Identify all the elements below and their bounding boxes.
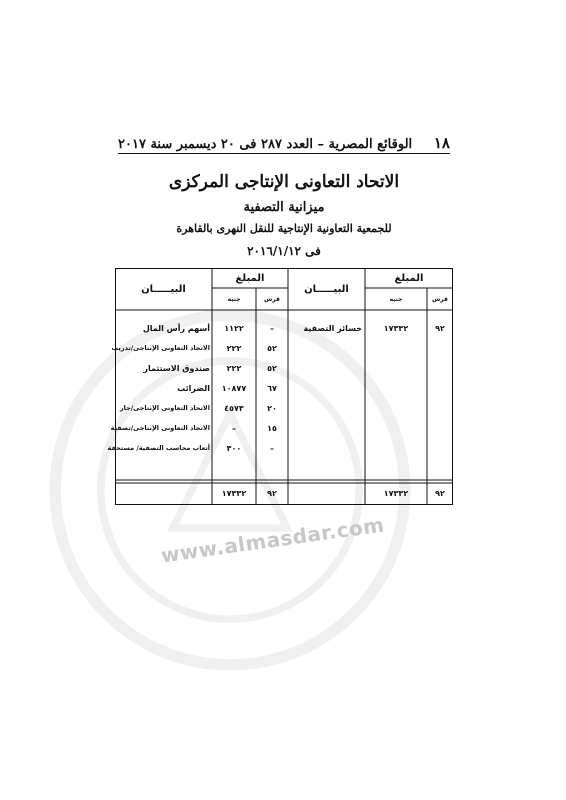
right-piaster-header: قرش	[432, 296, 448, 303]
header-divider	[118, 153, 450, 154]
left-row-piaster: –	[270, 324, 274, 333]
right-total-pound: ١٧٣٣٢	[383, 489, 409, 498]
organization-name: للجمعية التعاونية الإنتاجية للنقل النهرى بالقاهرة	[176, 222, 392, 235]
left-row-statement: الاتحاد التعاونى الإنتاجى/تصفية	[110, 424, 210, 432]
page-header	[118, 134, 450, 152]
left-total-piaster: ٩٢	[267, 489, 277, 498]
left-row-piaster: ٥٢	[267, 364, 277, 373]
left-row-pound: ٢٢٢	[226, 344, 242, 353]
gazette-issue-line: الوقائع المصرية – العدد ٢٨٧ فى ٢٠ ديسمبر سنة ٢٠١٧	[118, 137, 413, 152]
right-total-piaster: ٩٢	[435, 489, 445, 498]
right-pound-header: جنيه	[389, 296, 403, 303]
left-row-pound: ٤٥٧٣	[224, 404, 244, 413]
left-row-pound: ٢٢٢	[226, 364, 242, 373]
left-row-piaster: –	[270, 444, 274, 453]
left-piaster-header: قرش	[264, 296, 280, 303]
right-statement-header: البيـــــان	[304, 284, 349, 295]
left-row-pound: ١١٢٢	[224, 324, 244, 333]
left-row-piaster: ٢٠	[267, 404, 277, 413]
document-subtitle: ميزانية التصفية	[243, 200, 325, 215]
right-row-piaster: ٩٢	[435, 324, 445, 333]
left-row-statement: الاتحاد التعاونى الإنتاجى/تدريب	[111, 344, 210, 352]
left-amount-header: المبلغ	[235, 273, 265, 284]
liquidation-balance-table	[107, 268, 453, 505]
document-date: فى ٢٠١٦/١/١٢	[247, 244, 321, 258]
left-total-pound: ١٧٣٣٢	[221, 489, 247, 498]
left-row-statement: صندوق الاستثمار	[143, 364, 210, 373]
document-title: الاتحاد التعاونى الإنتاجى المركزى	[168, 172, 400, 192]
left-row-piaster: ٦٧	[267, 384, 277, 393]
left-row-statement: الضرائب	[177, 384, 210, 393]
left-row-statement: أسهم رأس المال	[142, 324, 210, 333]
left-row-pound: –	[232, 424, 236, 433]
watermark-url: www.almasdar.com	[159, 512, 386, 568]
right-row-pound: ١٧٣٣٢	[383, 324, 409, 333]
left-statement-header: البيـــــان	[141, 284, 186, 295]
left-row-piaster: ٥٢	[267, 344, 277, 353]
left-row-pound: ١٠٨٧٧	[221, 384, 247, 393]
left-pound-header: جنيه	[227, 296, 241, 303]
right-amount-header: المبلغ	[394, 273, 424, 284]
left-row-piaster: ١٥	[267, 424, 277, 433]
page-number: ١٨	[433, 134, 450, 152]
right-row-statement: خسائر التصفية	[303, 324, 362, 333]
left-row-pound: ٣٠٠	[226, 444, 242, 453]
left-row-statement: أتعاب محاسب التصفية/ مستحقة	[107, 444, 210, 452]
left-row-statement: الاتحاد التعاونى الإنتاجى/جار	[119, 404, 210, 412]
